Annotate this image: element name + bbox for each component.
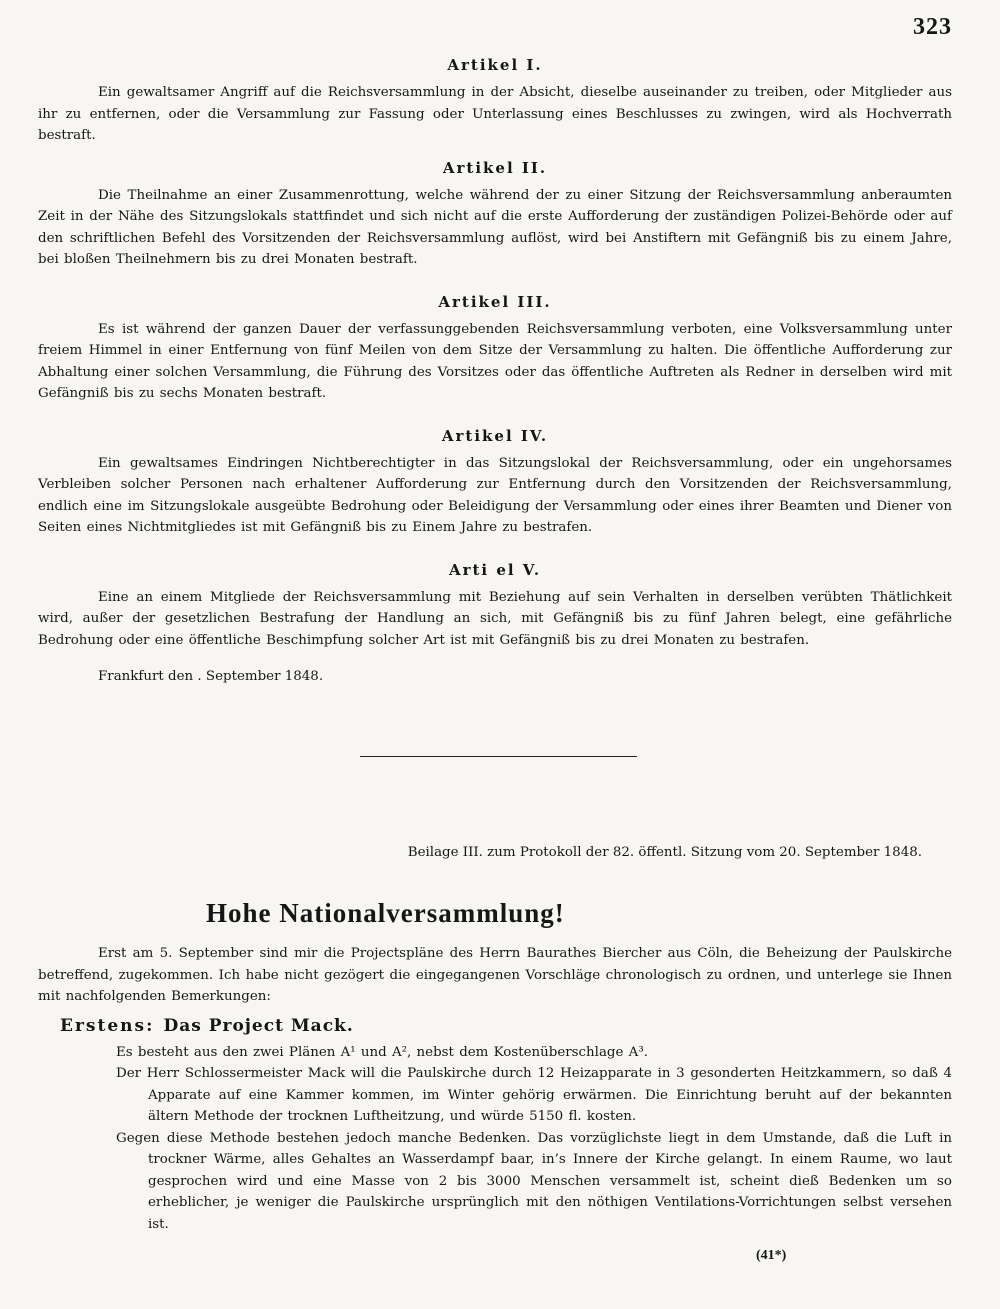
page-number: 323: [913, 14, 952, 40]
article-2: [38, 159, 952, 271]
address-heading: Hohe Nationalversammlung!: [206, 898, 565, 928]
section-title: Das Project Mack.: [163, 1015, 354, 1036]
article-5: [38, 561, 952, 652]
section-paragraph: Der Herr Schlossermeister Mack will die Paulskirche durch 12 Heizapparate in 3 gesonderten Heitzkammern, so daß 4 Apparate auf eine Kammer kommen, im Winter gehörig erwärmen. Die Einrichtung beruht auf der bekannten ältern Methode der trocknen Luftheitzung, und würde 5150 fl. kosten.: [116, 1066, 952, 1124]
place-date-signature: Frankfurt den . September 1848.: [98, 669, 324, 684]
article-text: Ein gewaltsames Eindringen Nichtberechtigter in das Sitzungslokal der Reichsversammlung, oder ein ungehorsames Verbleiben solcher Personen nach erhaltener Aufforderung zur Entfernung durch den Vorsitzenden der Reichsversammlung, endlich eine im Sitzungslokale ausgeübte Bedrohung oder Beleidigung der Versammlung oder eines ihrer Beamten und Diener von Seiten eines Nichtmitgliedes ist mit Gefängniß bis zu Einem Jahre zu bestrafen.: [38, 455, 952, 535]
article-text: Eine an einem Mitgliede der Reichsversammlung mit Beziehung auf sein Verhalten in derselben verübten Thätlichkeit wird, außer der gesetzlichen Bestrafung der Handlung an sich, mit Gefängniß bis zu fünf Jahren belegt, eine gefährliche Bedrohung oder eine öffentliche Beschimpfung solcher Art ist mit Gefängniß bis zu drei Monaten zu bestrafen.: [38, 589, 952, 648]
article-title: Arti el V.: [448, 560, 542, 579]
section-divider: [360, 756, 637, 757]
section-paragraph: Gegen diese Methode bestehen jedoch manche Bedenken. Das vorzüglichste liegt in dem Umstande, daß die Luft in trockner Wärme, alles Gehaltes an Wasserdampf baar, in’s Innere der Kirche gelangt. In einem Raume, wo laut gesprochen wird und eine Masse von 2 bis 3000 Menschen versammelt ist, scheint dieß Bedenken um so erheblicher, je weniger die Paulskirche ursprünglich mit den nöthigen Ventilations-Vorrichtungen selbst versehen ist.: [116, 1130, 952, 1232]
article-title: Artikel IV.: [441, 426, 549, 445]
section-heading: [60, 1016, 952, 1036]
section-paragraph: Es besteht aus den zwei Plänen A¹ und A², nebst dem Kostenüberschlage A³.: [116, 1044, 648, 1060]
article-4: [38, 427, 952, 539]
article-1: [38, 56, 952, 147]
article-title: Artikel II.: [442, 158, 548, 177]
document-body: [38, 56, 952, 1235]
sheet-number: (41*): [756, 1248, 787, 1263]
article-text: Die Theilnahme an einer Zusammenrottung, welche während der zu einer Sitzung der Reichsversammlung anberaumten Zeit in der Nähe des Sitzungslokals stattfindet und sich nicht auf die erste Aufforderung der zuständigen Polizei-Behörde oder auf den schriftlichen Befehl des Vorsitzenden der Reichsversammlung auflöst, wird bei Anstiftern mit Gefängniß bis zu einem Jahre, bei bloßen Theilnehmern bis zu drei Monaten bestraft.: [38, 187, 952, 267]
article-3: [38, 293, 952, 405]
article-text: Ein gewaltsamer Angriff auf die Reichsversammlung in der Absicht, dieselbe auseinander zu treiben, oder Mitglieder aus ihr zu entfernen, oder die Versammlung zur Fassung oder Unterlassung eines Beschlusses zu zwingen, wird als Hochverrath bestraft.: [38, 85, 952, 143]
article-title: Artikel III.: [438, 292, 552, 311]
intro-paragraph: Erst am 5. September sind mir die Projectspläne des Herrn Baurathes Biercher aus Cöln, die Beheizung der Paulskirche betreffend, zugekommen. Ich habe nicht gezögert die eingegangenen Vorschläge chronologisch zu ordnen, und unterlege sie Ihnen mit nachfolgenden Bemerkungen:: [38, 946, 952, 1004]
article-text: Es ist während der ganzen Dauer der verfassunggebenden Reichsversammlung verboten, eine Volksversammlung unter freiem Himmel in einer Entfernung von fünf Meilen von dem Sitze der Versammlung zu halten. Die öffentliche Aufforderung zur Abhaltung einer solchen Versammlung, die Führung des Vorsitzes oder das öffentliche Auftreten als Redner in derselben wird mit Gefängniß bis zu sechs Monaten bestraft.: [38, 321, 952, 401]
section-label: Erstens:: [60, 1015, 155, 1036]
article-title: Artikel I.: [447, 56, 543, 74]
appendix-reference: Beilage III. zum Protokoll der 82. öffentl. Sitzung vom 20. September 1848.: [407, 845, 922, 860]
